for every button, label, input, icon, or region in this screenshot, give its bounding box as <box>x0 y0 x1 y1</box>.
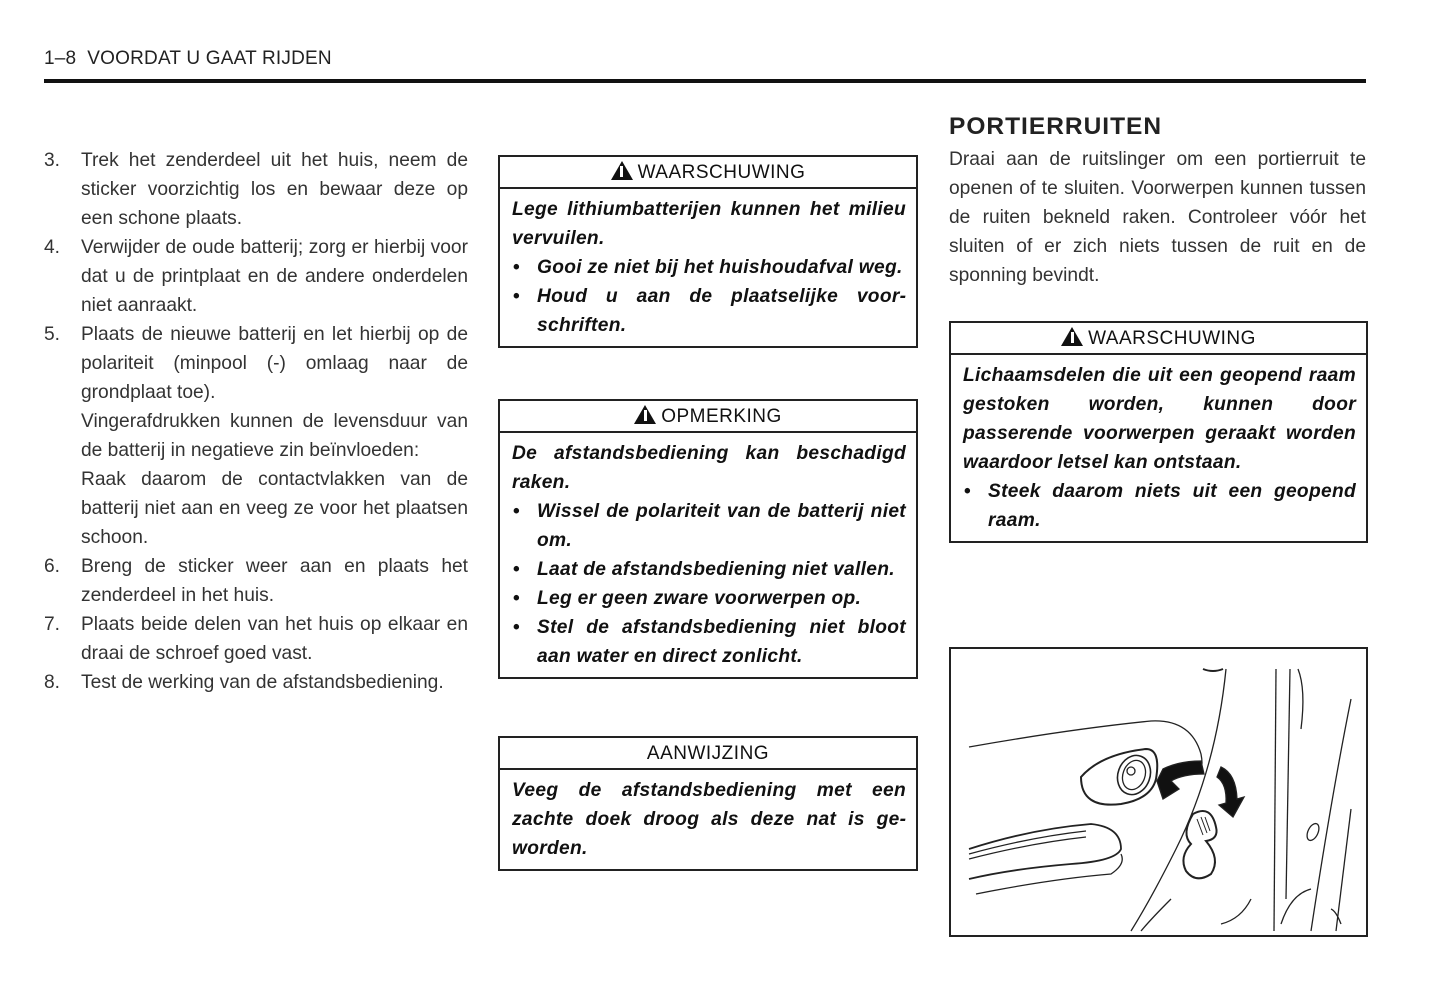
header-divider <box>44 79 1366 83</box>
step-text: Test de werking van de afstandsbediening. <box>81 672 444 693</box>
steps-list <box>44 146 468 697</box>
section-title: PORTIERRUITEN <box>949 113 1163 140</box>
hint-box-header <box>500 738 916 770</box>
warning-box-header <box>951 323 1366 355</box>
step-text: Vingerafdrukken kunnen de levensduur van de batterij in negatieve zin beïnvloeden: <box>81 411 468 461</box>
warning-box-title: WAARSCHUWING <box>1088 328 1256 349</box>
bullet-icon: • <box>964 481 972 502</box>
step-item <box>44 146 468 233</box>
warning-triangle-icon <box>1061 327 1083 346</box>
page-header <box>44 48 332 70</box>
notice-bullet: • Wissel de polariteit van de batterij niet om. <box>512 497 906 555</box>
window-crank-illustration <box>949 647 1368 937</box>
notice-bullet: • Laat de afstandsbediening niet vallen. <box>512 555 906 584</box>
notice-box-remote <box>498 399 918 679</box>
bullet-icon: • <box>513 286 521 307</box>
warning-bullet: • Houd u aan de plaatselijke voorschriften. <box>512 282 906 340</box>
step-number: 4. <box>44 237 61 258</box>
warning-box-body <box>951 355 1366 541</box>
step-text: Plaats de nieuwe batterij en let hierbij op de polariteit (minpool (-) omlaag naar de grondplaat toe). <box>81 324 468 403</box>
bullet-icon: • <box>513 588 521 609</box>
step-text: Plaats beide delen van het huis op elkaar en draai de schroef goed vast. <box>81 614 468 664</box>
warning-box-body <box>500 189 916 346</box>
step-item <box>44 233 468 320</box>
warning-box-battery <box>498 155 918 348</box>
step-number: 8. <box>44 672 61 693</box>
notice-box-body <box>500 433 916 677</box>
hint-box <box>498 736 918 871</box>
step-number: 6. <box>44 556 61 577</box>
step-item <box>44 552 468 610</box>
section-text: Draai aan de ruitslinger om een portierruit te openen of te sluiten. Voorwerpen kunnen tussen de ruiten bekneld raken. Controleer vóór het sluiten of er zich niets tussen de ruit en de sponning bevindt. <box>949 149 1366 286</box>
bullet-icon: • <box>513 617 521 638</box>
warning-triangle-icon <box>611 161 633 180</box>
warning-intro: Lege lithiumbatterijen kunnen het milieu vervuilen. <box>512 199 906 249</box>
step-number: 3. <box>44 150 61 171</box>
step-item <box>44 320 468 552</box>
notice-bullet: • Stel de afstandsbediening niet bloot aan water en direct zonlicht. <box>512 613 906 671</box>
hint-box-title: AANWIJZING <box>646 743 770 764</box>
step-number: 5. <box>44 324 61 345</box>
warning-intro: Lichaamsdelen die uit een geopend raam gestoken worden, kunnen door passerende voorwerpen geraakt worden waardoor letsel kan ontstaan. <box>963 365 1356 473</box>
warning-box-header <box>500 157 916 189</box>
step-item <box>44 668 468 697</box>
warning-box-window <box>949 321 1368 543</box>
step-text: Raak daarom de contactvlakken van de batterij niet aan en veeg ze voor het plaatsen schoon. <box>81 469 468 548</box>
bullet-icon: • <box>513 559 521 580</box>
chapter-title: VOORDAT U GAAT RIJDEN <box>87 48 332 69</box>
warning-triangle-icon <box>634 405 656 424</box>
bullet-icon: • <box>513 257 521 278</box>
warning-bullet: • Steek daarom niets uit een geopend raam. <box>963 477 1356 535</box>
hint-box-body <box>500 770 916 869</box>
hint-text: Veeg de afstandsbediening met een zachte doek droog als deze nat is geworden. <box>512 780 906 859</box>
step-text: Verwijder de oude batterij; zorg er hierbij voor dat u de printplaat en de andere onderdelen niet aanraakt. <box>81 237 468 316</box>
step-text: Breng de sticker weer aan en plaats het zenderdeel in het huis. <box>81 556 468 606</box>
notice-box-title: OPMERKING <box>661 406 782 427</box>
warning-bullet: • Gooi ze niet bij het huishoudafval weg. <box>512 253 906 282</box>
bullet-icon: • <box>513 501 521 522</box>
step-text: Trek het zenderdeel uit het huis, neem de sticker voorzichtig los en bewaar deze op een schone plaats. <box>81 150 468 229</box>
notice-box-header <box>500 401 916 433</box>
step-item <box>44 610 468 668</box>
notice-intro: De afstandsbediening kan beschadigd raken. <box>512 443 906 493</box>
warning-box-title: WAARSCHUWING <box>637 162 806 183</box>
page-number: 1–8 <box>44 48 77 69</box>
notice-bullet: • Leg er geen zware voorwerpen op. <box>512 584 906 613</box>
door-panel-drawing <box>951 649 1366 935</box>
step-number: 7. <box>44 614 61 635</box>
